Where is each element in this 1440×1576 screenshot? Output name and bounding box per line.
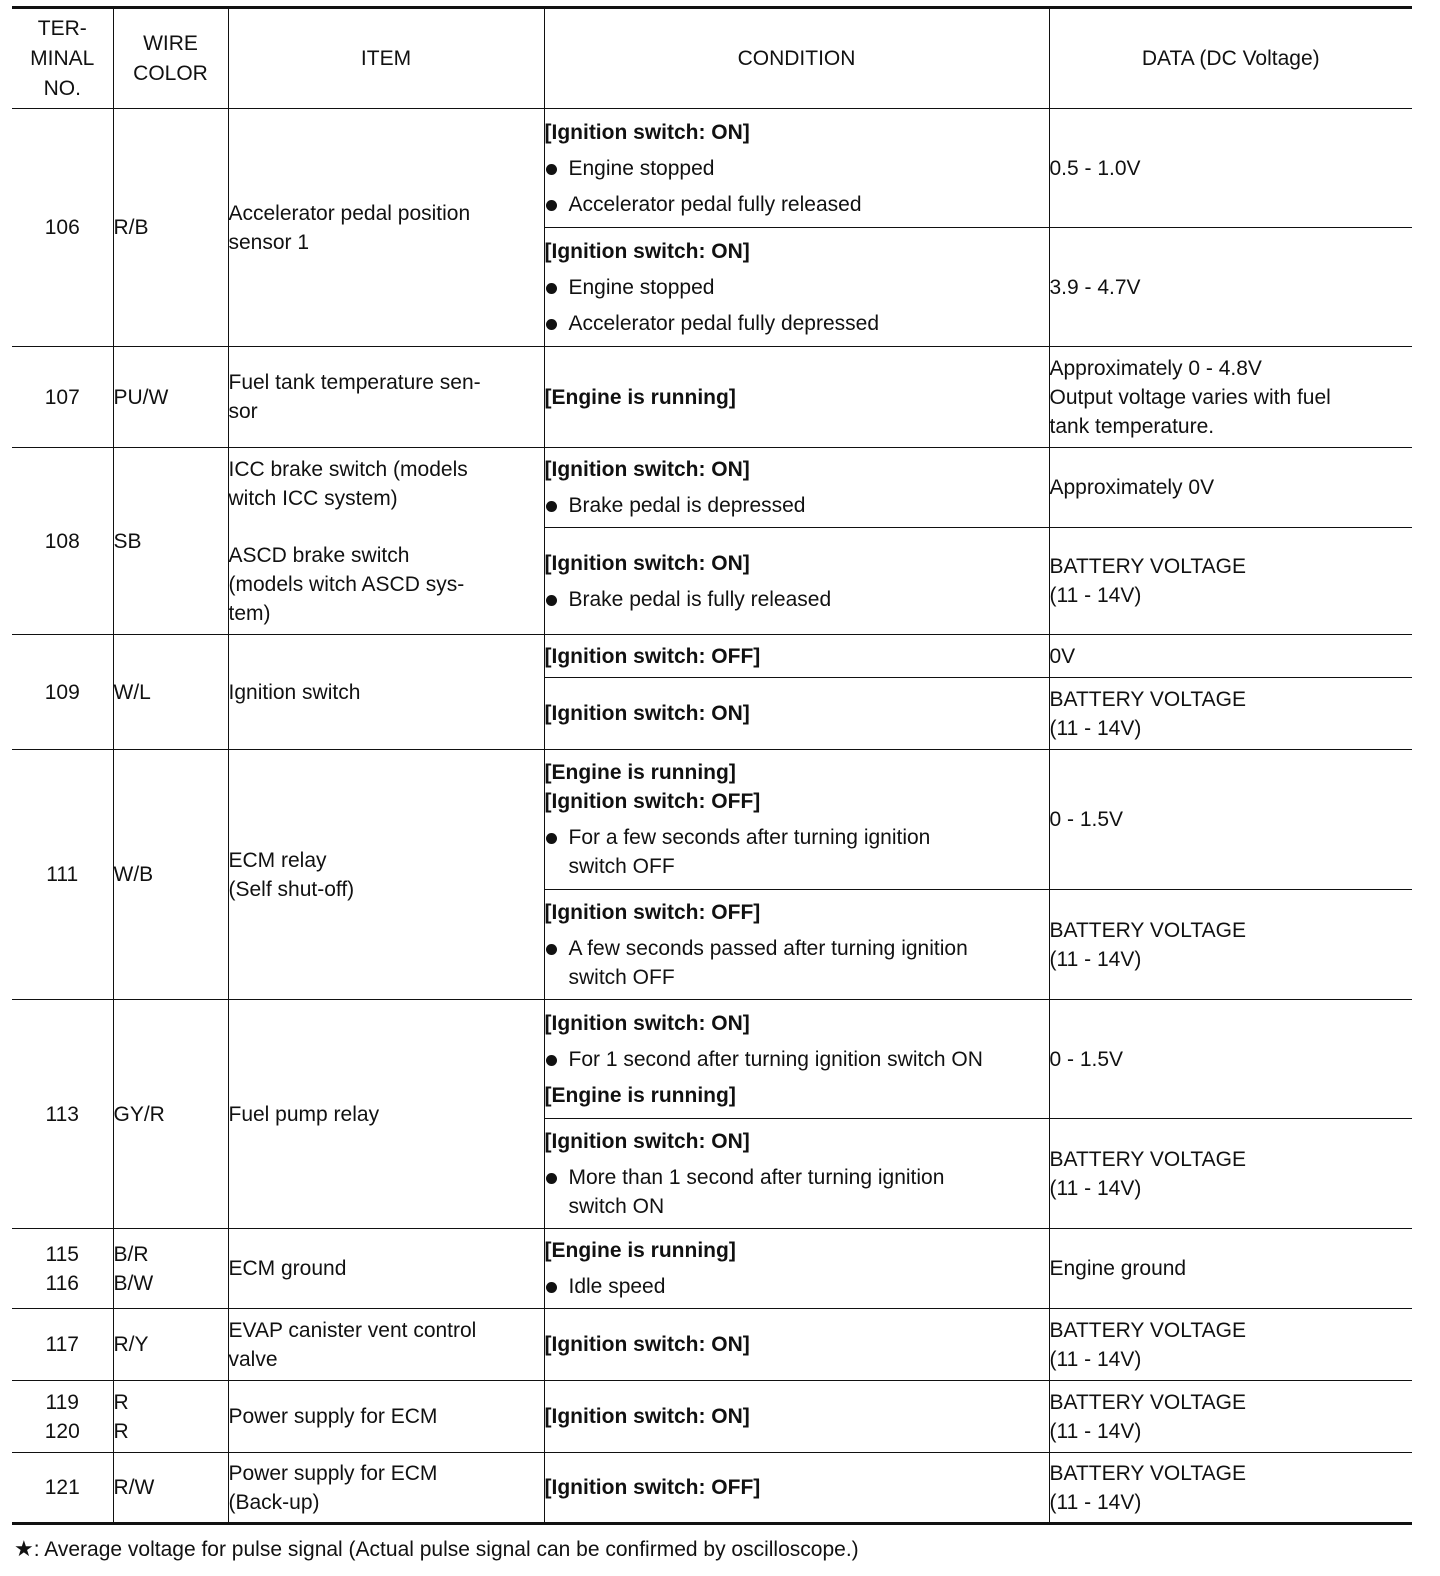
bullet-dot-icon	[546, 283, 557, 294]
table-row	[12, 109, 1412, 228]
bullet-dot-icon	[546, 164, 557, 175]
header-data: DATA (DC Voltage)	[1049, 8, 1412, 109]
bullet-dot-icon	[546, 200, 557, 211]
condition-cell	[544, 750, 1049, 890]
data-value: 3.9 - 4.7V	[1049, 228, 1412, 347]
data-value: BATTERY VOLTAGE (11 - 14V)	[1049, 1309, 1412, 1381]
item-name: ECM ground	[228, 1229, 544, 1309]
condition-bullet: Engine stopped	[545, 273, 1049, 302]
wire-color: GY/R	[113, 1000, 228, 1229]
condition-header: [Ignition switch: ON]	[544, 1333, 750, 1356]
data-value: BATTERY VOLTAGE (11 - 14V)	[1049, 1381, 1412, 1453]
condition-bullet: For 1 second after turning ignition switch ON	[545, 1045, 1049, 1074]
wire-color: W/B	[113, 750, 228, 1000]
condition-header: [Engine is running]	[544, 1083, 736, 1107]
condition-header: [Ignition switch: ON]	[544, 1011, 750, 1035]
condition-bullet: Idle speed	[545, 1272, 1049, 1301]
data-value: Approximately 0V	[1049, 448, 1412, 528]
table-row	[12, 1000, 1412, 1119]
condition-header: [Ignition switch: ON]	[544, 702, 750, 725]
condition-cell	[544, 1309, 1049, 1381]
table-row	[12, 347, 1412, 448]
wire-color: W/L	[113, 635, 228, 750]
terminal-number: 106	[12, 109, 113, 347]
wire-color: R R	[113, 1381, 228, 1453]
condition-header: [Ignition switch: ON]	[544, 1129, 750, 1153]
condition-header: [Ignition switch: ON]	[544, 239, 750, 263]
table-row	[12, 1309, 1412, 1381]
condition-cell	[544, 1229, 1049, 1309]
terminal-number: 107	[12, 347, 113, 448]
item-name: Power supply for ECM	[228, 1381, 544, 1453]
condition-bullet: Accelerator pedal fully released	[545, 190, 1049, 219]
condition-header: [Ignition switch: OFF]	[544, 1476, 761, 1499]
table-row	[12, 1453, 1412, 1524]
bullet-dot-icon	[546, 595, 557, 606]
condition-header: [Engine is running]	[544, 761, 736, 784]
terminal-number: 117	[12, 1309, 113, 1381]
data-value: BATTERY VOLTAGE (11 - 14V)	[1049, 528, 1412, 635]
condition-header: [Ignition switch: ON]	[544, 1405, 750, 1428]
condition-cell	[544, 1119, 1049, 1229]
item-block: ASCD brake switch (models witch ASCD sys- tem)	[228, 543, 465, 625]
bullet-dot-icon	[546, 833, 557, 844]
terminal-number: 113	[12, 1000, 113, 1229]
header-terminal-no: TER- MINAL NO.	[12, 8, 113, 109]
ecm-terminal-table-container	[12, 6, 1412, 1525]
table-row	[12, 635, 1412, 678]
data-value: BATTERY VOLTAGE (11 - 14V)	[1049, 1119, 1412, 1229]
condition-bullet: Engine stopped	[545, 154, 1049, 183]
condition-cell	[544, 678, 1049, 750]
header-condition: CONDITION	[544, 8, 1049, 109]
wire-color: R/B	[113, 109, 228, 347]
condition-bullet: More than 1 second after turning ignition switch ON	[545, 1163, 1049, 1221]
table-row	[12, 1381, 1412, 1453]
condition-header: [Engine is running]	[544, 385, 736, 409]
ecm-terminal-table	[12, 6, 1412, 1525]
item-name: Power supply for ECM (Back-up)	[228, 1453, 544, 1524]
wire-color: PU/W	[113, 347, 228, 448]
data-value: Engine ground	[1049, 1229, 1412, 1309]
condition-header: [Ignition switch: OFF]	[544, 644, 761, 668]
table-row	[12, 750, 1412, 890]
bullet-dot-icon	[546, 501, 557, 512]
terminal-number: 111	[12, 750, 113, 1000]
bullet-dot-icon	[546, 1055, 557, 1066]
condition-cell	[544, 448, 1049, 528]
item-name: Fuel pump relay	[228, 1000, 544, 1229]
header-item: ITEM	[228, 8, 544, 109]
data-value: 0V	[1049, 635, 1412, 678]
condition-header: [Engine is running]	[544, 1239, 736, 1262]
footnote-text: : Average voltage for pulse signal (Actual pulse signal can be confirmed by oscilloscope.)	[33, 1538, 859, 1561]
wire-color: SB	[113, 448, 228, 635]
terminal-number: 109	[12, 635, 113, 750]
condition-cell	[544, 1381, 1049, 1453]
table-row	[12, 1229, 1412, 1309]
condition-bullet: Brake pedal is fully released	[545, 585, 1049, 614]
condition-cell	[544, 109, 1049, 228]
condition-header: [Ignition switch: ON]	[544, 120, 750, 144]
condition-bullet: Accelerator pedal fully depressed	[545, 309, 1049, 338]
data-value: BATTERY VOLTAGE (11 - 14V)	[1049, 890, 1412, 1000]
condition-cell	[544, 1453, 1049, 1524]
condition-header: [Ignition switch: ON]	[544, 551, 750, 575]
item-name	[228, 448, 544, 635]
footnote	[14, 1535, 859, 1564]
table-header-row	[12, 8, 1412, 109]
wire-color: B/R B/W	[113, 1229, 228, 1309]
condition-header: [Ignition switch: OFF]	[544, 790, 761, 813]
data-value: BATTERY VOLTAGE (11 - 14V)	[1049, 678, 1412, 750]
terminal-number: 115 116	[12, 1229, 113, 1309]
terminal-number: 108	[12, 448, 113, 635]
data-value: 0 - 1.5V	[1049, 750, 1412, 890]
condition-cell	[544, 890, 1049, 1000]
condition-bullet: A few seconds passed after turning ignition switch OFF	[545, 934, 1049, 992]
condition-header: [Ignition switch: OFF]	[544, 900, 761, 924]
header-wire-color: WIRE COLOR	[113, 8, 228, 109]
condition-bullet: Brake pedal is depressed	[545, 491, 1049, 520]
star-icon: ★	[14, 1536, 34, 1561]
item-block: ICC brake switch (models witch ICC system)	[228, 457, 468, 510]
wire-color: R/W	[113, 1453, 228, 1524]
condition-cell	[544, 635, 1049, 678]
data-value: BATTERY VOLTAGE (11 - 14V)	[1049, 1453, 1412, 1524]
item-name: ECM relay (Self shut-off)	[228, 750, 544, 1000]
item-name: Ignition switch	[228, 635, 544, 750]
item-name: Fuel tank temperature sen- sor	[228, 347, 544, 448]
table-row	[12, 448, 1412, 528]
item-name: Accelerator pedal position sensor 1	[228, 109, 544, 347]
condition-bullet: For a few seconds after turning ignition switch OFF	[545, 823, 1049, 881]
bullet-dot-icon	[546, 944, 557, 955]
condition-cell	[544, 528, 1049, 635]
condition-cell	[544, 1000, 1049, 1119]
wire-color: R/Y	[113, 1309, 228, 1381]
data-value: Approximately 0 - 4.8V Output voltage varies with fuel tank temperature.	[1049, 347, 1412, 448]
bullet-dot-icon	[546, 1282, 557, 1293]
terminal-number: 121	[12, 1453, 113, 1524]
bullet-dot-icon	[546, 319, 557, 330]
condition-header: [Ignition switch: ON]	[544, 458, 750, 481]
data-value: 0.5 - 1.0V	[1049, 109, 1412, 228]
bullet-dot-icon	[546, 1173, 557, 1184]
condition-cell	[544, 228, 1049, 347]
condition-cell	[544, 347, 1049, 448]
data-value: 0 - 1.5V	[1049, 1000, 1412, 1119]
item-name: EVAP canister vent control valve	[228, 1309, 544, 1381]
terminal-number: 119 120	[12, 1381, 113, 1453]
